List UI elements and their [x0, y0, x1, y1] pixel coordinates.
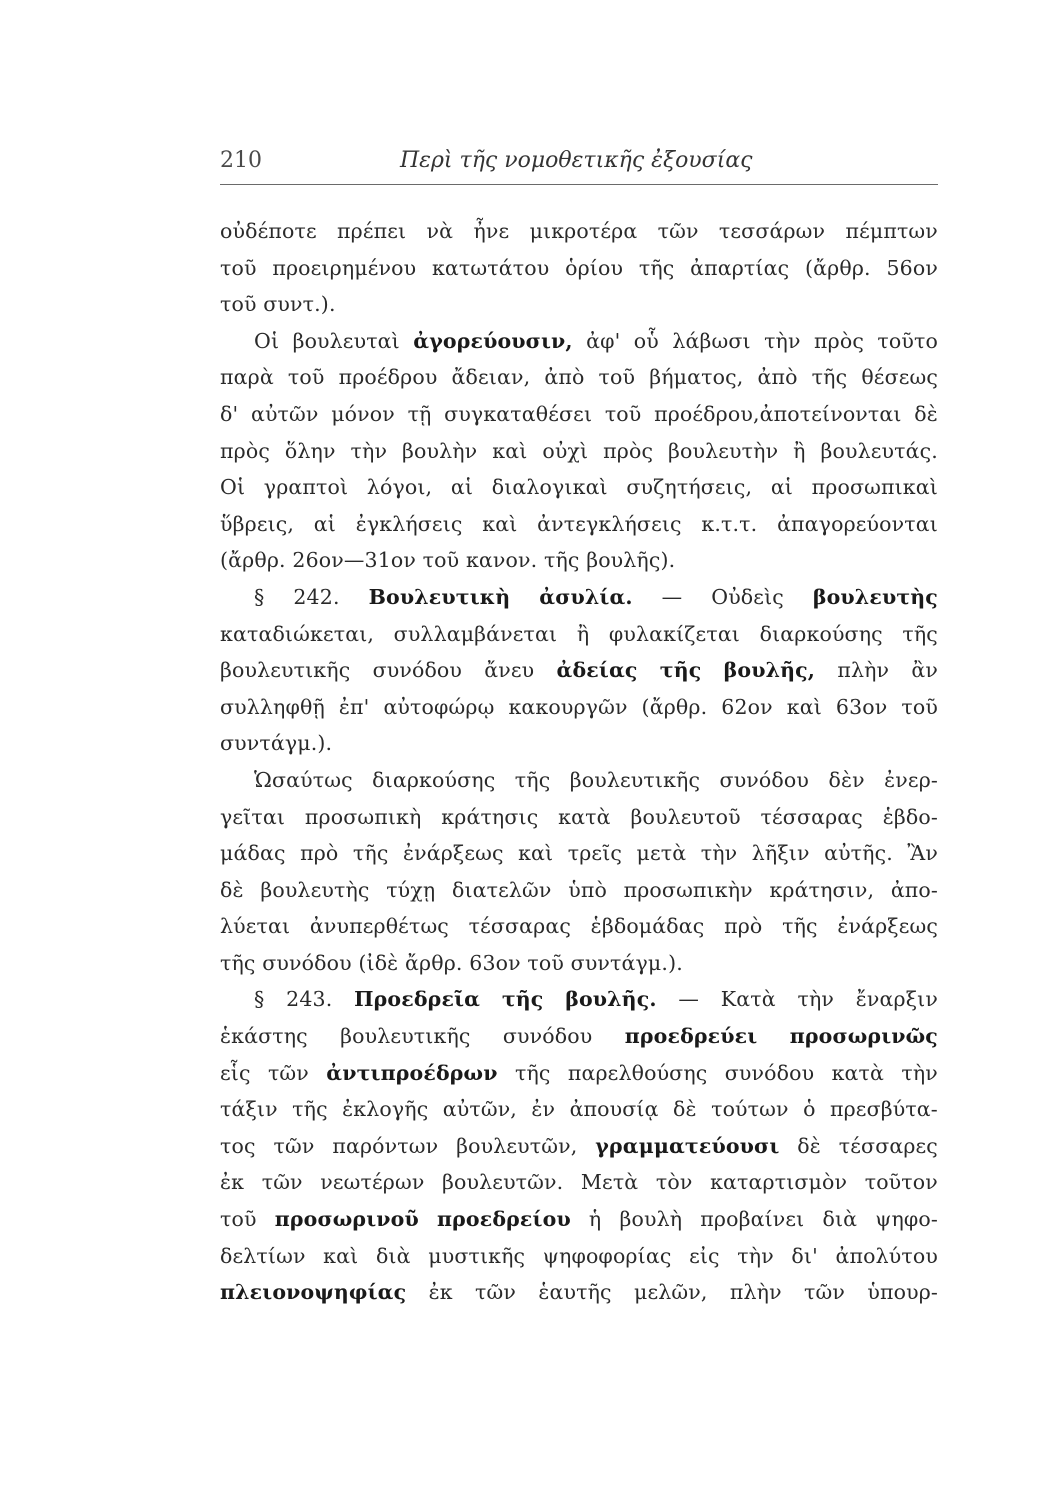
word: τούτων — [711, 1097, 789, 1122]
word: κακουργῶν — [508, 694, 628, 719]
word: λύεται — [220, 914, 291, 939]
word: (ἄρθρ. — [804, 255, 871, 280]
word: βουλῆς. — [565, 987, 657, 1012]
word: πρέπει — [337, 219, 407, 243]
word: ἀγορεύουσιν, — [413, 328, 573, 353]
word: πρὸς — [603, 438, 654, 463]
word: τέσσαρας — [760, 804, 863, 829]
word: διὰ — [822, 1207, 858, 1232]
text-line — [220, 799, 938, 836]
word: τεσσάρων — [718, 219, 826, 243]
word: πλὴν — [837, 658, 890, 683]
word: προσωπικὴ — [304, 804, 422, 829]
word: κράτησιν, — [769, 877, 875, 902]
word: ἑαυτῆς — [538, 1280, 612, 1305]
word: δὲ — [220, 877, 244, 902]
word: ἀπο- — [890, 877, 938, 902]
word: διαρκούσης — [759, 621, 883, 646]
word: ἀνυπερθέτως — [309, 914, 449, 939]
word: λόγοι, — [366, 475, 433, 500]
word: ἑβδο- — [882, 804, 938, 829]
word: εἰς — [689, 1243, 720, 1268]
word: τῇ — [407, 401, 432, 426]
word: αὐτῆς. — [824, 841, 893, 866]
word: παρόντων — [332, 1133, 439, 1158]
word: κατὰ — [558, 804, 611, 829]
page-header — [220, 148, 938, 185]
text-line — [220, 396, 938, 433]
word: 242. — [293, 584, 340, 609]
word: τῆς — [220, 950, 263, 975]
word: καταδιώκεται, — [220, 621, 375, 646]
word: μελῶν, — [634, 1280, 708, 1305]
word: τὴν — [350, 438, 388, 463]
word: καταρτισμὸν — [710, 1170, 848, 1195]
word: πρὸ — [300, 841, 339, 866]
word: προβαίνει — [700, 1207, 805, 1232]
word: καὶ — [786, 694, 822, 719]
word: 63ον — [469, 950, 528, 975]
text-line — [220, 616, 938, 653]
word: τῆς — [659, 658, 702, 683]
word: ἀντεγκλήσεις — [537, 511, 682, 536]
word: τέσσαρας — [468, 914, 571, 939]
word: κατωτάτου — [431, 255, 550, 280]
word: λῆξιν — [751, 841, 810, 866]
word: ἐπ' — [338, 694, 370, 719]
word: συλληφθῇ — [220, 694, 325, 719]
word: βουλευτῶν. — [442, 1170, 564, 1195]
text-line — [220, 542, 938, 579]
word: πρὸ — [724, 914, 763, 939]
word: κανον. — [465, 548, 544, 573]
word: ἀδείας — [556, 658, 638, 683]
word: δὲ — [797, 1133, 821, 1158]
text-line — [220, 1238, 938, 1275]
word: τρεῖς — [567, 841, 623, 866]
word: τὴν — [737, 1243, 774, 1268]
word: τὸν — [655, 1170, 693, 1195]
text-line — [220, 1201, 938, 1238]
word: εἷς — [220, 1060, 251, 1085]
word: οὐδέποτε — [220, 219, 317, 243]
word: 63ον — [835, 694, 888, 719]
word: τος — [220, 1133, 256, 1158]
word: ἀπὸ — [757, 365, 798, 390]
word: νὰ — [426, 219, 454, 243]
word: τῆς — [811, 365, 848, 390]
text-line — [220, 1018, 938, 1055]
word: βουλῆς). — [586, 548, 676, 573]
word: ἐν — [531, 1097, 556, 1122]
word: πρεσβύτα- — [829, 1097, 938, 1122]
word: ἀπουσίᾳ — [569, 1097, 659, 1122]
word: ἦνε — [473, 219, 510, 243]
word: ἐνερ- — [884, 767, 938, 792]
word: νεωτέρων — [320, 1170, 425, 1195]
text-line — [220, 981, 938, 1018]
word: τῶν — [261, 1170, 303, 1195]
word: ὅλην — [284, 438, 336, 463]
text-line — [220, 872, 938, 909]
word: ἔναρξιν — [855, 987, 938, 1012]
word: διατελῶν — [451, 877, 552, 902]
word: τῆς — [514, 767, 551, 792]
word: ὑπουρ- — [867, 1280, 938, 1305]
word: προσωπικαὶ — [811, 475, 938, 500]
word: γραπτοὶ — [263, 475, 349, 500]
word: ψηφο- — [875, 1207, 938, 1232]
word: συζητήσεις, — [626, 475, 753, 500]
word: τοῦ — [527, 950, 571, 975]
word: τῶν — [657, 219, 699, 243]
word: ἐκ — [220, 1170, 245, 1195]
word: Μετὰ — [580, 1170, 639, 1195]
word: αὐτῶν, — [442, 1097, 517, 1122]
word: μόνον — [331, 401, 395, 426]
word: τῆς — [902, 621, 938, 646]
word: προέδρου,ἀποτείνονται — [654, 401, 902, 426]
word: δὲ — [673, 1097, 697, 1122]
word: § — [254, 584, 265, 609]
word: τῆς — [782, 914, 818, 939]
word: ἀπαγορεύονται — [777, 511, 938, 536]
word: ἐνάρξεως — [837, 914, 938, 939]
word: συνόδου — [719, 767, 810, 792]
word: βουλευτὴν — [668, 438, 779, 463]
word: ἐκ — [428, 1280, 453, 1305]
word: τοῦ — [422, 548, 466, 573]
word: καὶ — [323, 1243, 359, 1268]
word: ἄδειαν, — [451, 365, 531, 390]
word: Βουλευτικὴ — [368, 584, 511, 609]
text-line — [220, 286, 938, 323]
word: συντάγμ.). — [570, 950, 683, 975]
word: ἀντιπροέδρων — [326, 1060, 498, 1085]
word: ἢ — [576, 621, 590, 646]
word: 26ον—31ον — [292, 548, 423, 573]
word: τὴν — [764, 328, 801, 353]
word: ἂν — [911, 658, 938, 683]
word: ὁρίου — [565, 255, 624, 280]
word: 62ον — [721, 694, 773, 719]
text-line — [220, 762, 938, 799]
word: τῶν — [475, 1280, 517, 1305]
text-line — [220, 213, 938, 250]
word: μικροτέρα — [529, 219, 638, 243]
word: μυστικῆς — [428, 1243, 526, 1268]
word: αὐτοφώρῳ — [383, 694, 495, 719]
word: συνόδου — [502, 1024, 593, 1049]
word: τοῦτον — [864, 1170, 938, 1195]
text-line — [220, 908, 938, 945]
word: τύχῃ — [386, 877, 436, 902]
word: μάδας — [220, 841, 286, 866]
word: βουλευτὴς — [812, 584, 938, 609]
word: πέμπτων — [845, 219, 938, 243]
word: Οὐδεὶς — [711, 584, 784, 609]
word: βουλὴ — [619, 1207, 683, 1232]
word: αὐτῶν — [250, 401, 319, 426]
word: καὶ — [492, 438, 528, 463]
word: τοῦ — [901, 694, 938, 719]
word: τὴν — [901, 1060, 938, 1085]
text-line — [220, 250, 938, 287]
word: βουλευταὶ — [292, 328, 400, 353]
word: κράτησις — [441, 804, 539, 829]
word: παρὰ — [220, 365, 274, 390]
word: τῶν — [804, 1280, 846, 1305]
text-line — [220, 506, 938, 543]
word: βουλῆς, — [723, 658, 816, 683]
word: ὁ — [803, 1097, 816, 1122]
word: προσωρινοῦ — [274, 1207, 419, 1232]
word: § — [254, 987, 265, 1012]
word: διαρκούσης — [372, 767, 496, 792]
word: Κατὰ — [720, 987, 776, 1012]
word: τῆς — [352, 841, 389, 866]
word: τῶν — [273, 1133, 315, 1158]
word: Ἂν — [907, 841, 938, 866]
text-line — [220, 1128, 938, 1165]
word: ἢ — [793, 438, 806, 463]
word: τοῦ — [220, 255, 257, 280]
word: συνόδου — [372, 658, 463, 683]
word: ἐνάρξεως — [402, 841, 504, 866]
word: βουλευτάς. — [820, 438, 938, 463]
word: συνόδου — [724, 1060, 815, 1085]
word: ἀπαρτίας — [690, 255, 790, 280]
word: Οἱ — [254, 328, 280, 353]
word: ψηφοφορίας — [542, 1243, 672, 1268]
word: τῶν — [267, 1060, 309, 1085]
text-line — [220, 433, 938, 470]
word: τῆς — [514, 1060, 551, 1085]
word: διὰ — [375, 1243, 411, 1268]
word: ἐκλογῆς — [342, 1097, 429, 1122]
word: βουλευτῶν, — [456, 1133, 578, 1158]
word: γεῖται — [220, 804, 286, 829]
word: ἡ — [588, 1207, 602, 1232]
text-line — [220, 579, 938, 616]
word: δὲν — [828, 767, 865, 792]
word: τοῦ — [598, 365, 636, 390]
word: λάβωσι — [672, 328, 751, 353]
text-line — [220, 1164, 938, 1201]
text-line — [220, 945, 938, 982]
word: διαλογικαὶ — [491, 475, 608, 500]
word: γραμματεύουσι — [595, 1133, 780, 1158]
word: (ἰδὲ — [358, 950, 406, 975]
word: δελτίων — [220, 1243, 306, 1268]
word: τοῦ — [604, 401, 642, 426]
word: ἀπολύτου — [835, 1243, 938, 1268]
word: τὴν — [700, 841, 738, 866]
word: ἄρθρ. — [405, 950, 470, 975]
word: ὕβρεις, — [220, 511, 295, 536]
word: βουλευτικῆς — [569, 767, 701, 792]
word: βουλευτικῆς — [220, 658, 351, 683]
word: (ἄρθρ. — [641, 694, 708, 719]
word: καὶ — [482, 511, 518, 536]
text-line — [220, 359, 938, 396]
word: δ' — [220, 401, 239, 426]
text-line — [220, 689, 938, 726]
word: αἱ — [770, 475, 793, 500]
word: (ἄρθρ. — [220, 548, 293, 573]
word: τοῦ — [220, 292, 264, 317]
word: μετὰ — [636, 841, 687, 866]
word: τῆς — [501, 987, 544, 1012]
word: προεδρεύει — [624, 1024, 758, 1049]
word: προέδρου — [338, 365, 438, 390]
page-number: 210 — [220, 148, 262, 173]
word: καὶ — [518, 841, 554, 866]
word: βουλὴν — [402, 438, 478, 463]
word: ἐγκλήσεις — [355, 511, 463, 536]
text-line — [220, 725, 938, 762]
text-line — [220, 1055, 938, 1092]
text-line — [220, 469, 938, 506]
word: τὴν — [797, 987, 835, 1012]
text-line — [220, 652, 938, 689]
word: προεδρείου — [436, 1207, 571, 1232]
text-line — [220, 323, 938, 360]
text-line — [220, 835, 938, 872]
running-title: Περὶ τῆς νομοθετικῆς ἐξουσίας — [400, 148, 753, 173]
word: τῆς — [543, 548, 587, 573]
word: ἑβδομάδας — [590, 914, 705, 939]
word: τῆς — [292, 1097, 328, 1122]
word: τοῦ — [220, 1207, 257, 1232]
word: Προεδρεῖα — [354, 987, 481, 1012]
word: τάξιν — [220, 1097, 278, 1122]
word: συντ.). — [263, 292, 336, 317]
word: τῆς — [638, 255, 675, 280]
word: βουλευτὴς — [260, 877, 370, 902]
word: — — [661, 584, 683, 609]
word: Οἱ — [220, 475, 246, 500]
word: φυλακίζεται — [608, 621, 740, 646]
word: βουλευτοῦ — [630, 804, 741, 829]
word: ἄνευ — [484, 658, 535, 683]
word: ἀφ' — [586, 328, 621, 353]
word: 56ον — [886, 255, 938, 280]
word: 243. — [286, 987, 333, 1012]
word: προσωρινῶς — [789, 1024, 938, 1049]
word: δι' — [791, 1243, 818, 1268]
word: ἀσυλία. — [539, 584, 633, 609]
word: — — [678, 987, 700, 1012]
word: κ.τ.τ. — [701, 511, 758, 536]
word: προειρημένου — [272, 255, 417, 280]
word: βουλευτικῆς — [340, 1024, 471, 1049]
word: αἱ — [450, 475, 474, 500]
word: συντάγμ.). — [220, 731, 333, 756]
word: τοῦτο — [877, 328, 938, 353]
word: συλλαμβάνεται — [393, 621, 558, 646]
word: δὲ — [914, 401, 938, 426]
word: θέσεως — [861, 365, 938, 390]
word: κατὰ — [831, 1060, 885, 1085]
word: πρὸς — [814, 328, 864, 353]
word: Ὡσαύτως — [254, 767, 353, 792]
word: οὗ — [633, 328, 659, 353]
word: ὑπὸ — [568, 877, 607, 902]
word: συγκαταθέσει — [444, 401, 593, 426]
word: βήματος, — [649, 365, 744, 390]
word: παρελθούσης — [567, 1060, 708, 1085]
word: συνόδου — [262, 950, 359, 975]
word: τοῦ — [287, 365, 325, 390]
word: πρὸς — [220, 438, 270, 463]
word: ἀπὸ — [544, 365, 585, 390]
word: οὐχὶ — [542, 438, 589, 463]
body-text — [220, 213, 938, 1311]
word: πλειονοψηφίας — [220, 1280, 407, 1305]
word: προσωπικὴν — [623, 877, 753, 902]
word: τέσσαρες — [838, 1133, 938, 1158]
word: πλὴν — [729, 1280, 782, 1305]
text-line — [220, 1274, 938, 1311]
word: ἑκάστης — [220, 1024, 308, 1049]
text-line — [220, 1091, 938, 1128]
word: αἱ — [313, 511, 336, 536]
